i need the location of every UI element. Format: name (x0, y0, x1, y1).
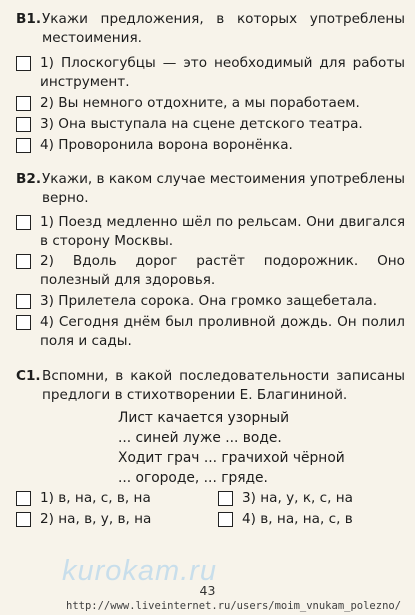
question-c1 (16, 367, 405, 405)
checkbox[interactable] (16, 96, 31, 111)
option-b1-1[interactable] (16, 54, 405, 92)
option-b1-2[interactable] (16, 94, 405, 113)
watermark: kurokam.ru (62, 555, 218, 587)
option-b2-1[interactable] (16, 213, 405, 251)
option-b2-4[interactable] (16, 313, 405, 351)
checkbox[interactable] (16, 254, 31, 269)
checkbox[interactable] (16, 512, 31, 527)
option-text: 2) на, в, у, в, на (40, 511, 152, 527)
question-prompt: Укажи, в каком случае местоимения употреблены верно. (42, 171, 405, 206)
question-prompt: Укажи предложения, в которых употреблены местоимения. (42, 11, 405, 46)
source-url: http://www.liveinternet.ru/users/moim_vnukam_polezno/ (66, 600, 402, 612)
option-b1-4[interactable] (16, 136, 405, 155)
option-b2-3[interactable] (16, 292, 405, 311)
question-label: В2. (16, 171, 41, 187)
checkbox[interactable] (16, 138, 31, 153)
question-label: В1. (16, 11, 41, 27)
answer-c1-2[interactable] (16, 510, 151, 529)
poem-line: Лист качается узорный (118, 410, 290, 426)
checkbox[interactable] (16, 56, 31, 71)
question-b2 (16, 170, 405, 208)
option-text: 4) Проворонила ворона воронёнка. (40, 137, 293, 153)
option-text: 3) Она выступала на сцене детского театра. (40, 116, 363, 132)
poem-line: ... огороде, ... гряде. (118, 470, 268, 486)
option-b1-3[interactable] (16, 115, 405, 134)
checkbox[interactable] (218, 512, 233, 527)
checkbox[interactable] (16, 315, 31, 330)
poem-line: Ходит грач ... грачихой чёрной (118, 450, 345, 466)
checkbox[interactable] (16, 117, 31, 132)
question-b1 (16, 10, 405, 48)
question-label: С1. (16, 368, 41, 384)
checkbox[interactable] (16, 215, 31, 230)
checkbox[interactable] (16, 491, 31, 506)
answer-c1-3[interactable] (218, 489, 353, 508)
question-prompt: Вспомни, в какой последовательности записаны предлоги в стихотворении Е. Благининой. (42, 368, 405, 403)
option-text: 2) Вы немного отдохните, а мы поработаем. (40, 95, 360, 111)
option-text: 1) Плоскогубцы — это необходимый для работы инструмент. (40, 55, 405, 90)
option-text: 4) в, на, на, с, в (242, 511, 353, 527)
poem-line: ... синей луже ... воде. (118, 430, 282, 446)
option-text: 2) Вдоль дорог растёт подорожник. Оно полезный для здоровья. (40, 253, 405, 288)
option-text: 1) Поезд медленно шёл по рельсам. Они двигался в сторону Москвы. (40, 214, 405, 249)
checkbox[interactable] (218, 491, 233, 506)
answer-c1-4[interactable] (218, 510, 353, 529)
page-number: 43 (199, 583, 216, 598)
option-text: 3) Прилетела сорока. Она громко защебетала. (40, 293, 378, 309)
option-b2-2[interactable] (16, 252, 405, 290)
option-text: 1) в, на, с, в, на (40, 490, 151, 506)
checkbox[interactable] (16, 294, 31, 309)
answer-c1-1[interactable] (16, 489, 151, 508)
option-text: 3) на, у, к, с, на (242, 490, 354, 506)
option-text: 4) Сегодня днём был проливной дождь. Он полил поля и сады. (40, 314, 405, 349)
